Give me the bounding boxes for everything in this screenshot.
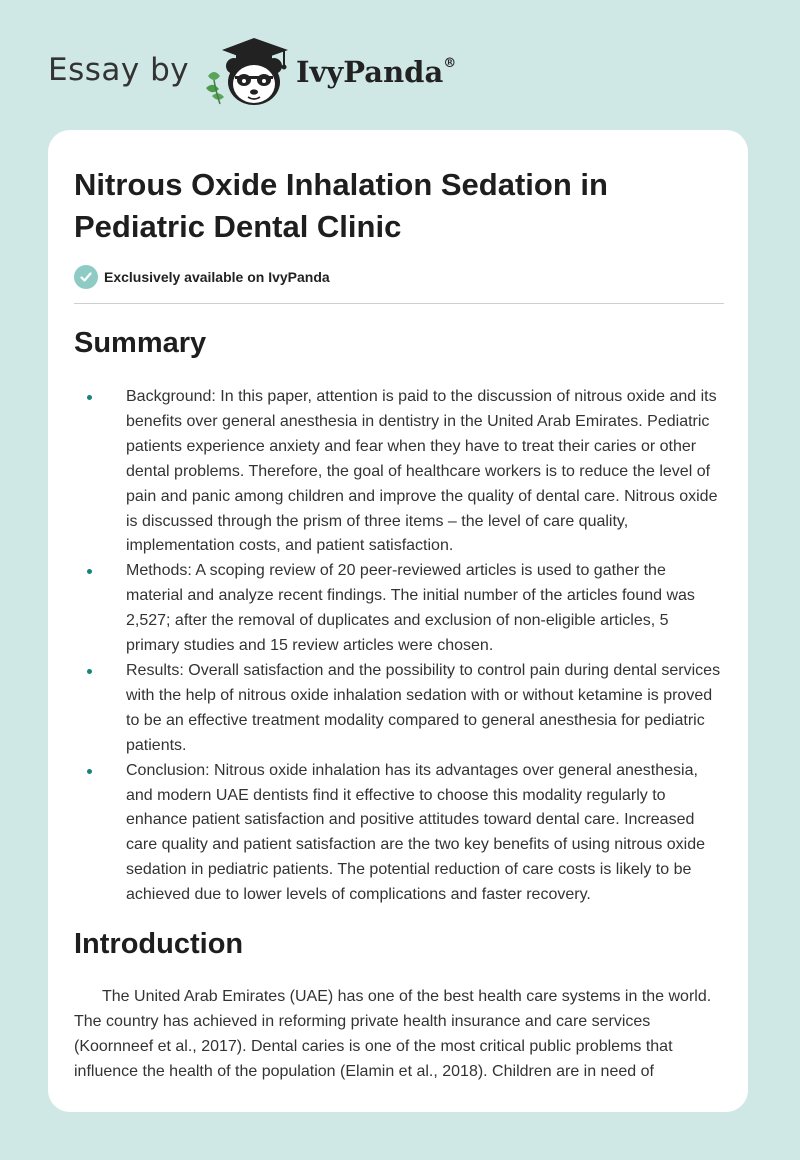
check-icon [74, 265, 98, 289]
article-card [48, 130, 748, 1112]
brand-prefix: Essay by [48, 52, 190, 88]
summary-list [74, 385, 724, 908]
divider [74, 303, 724, 304]
introduction-paragraph: The United Arab Emirates (UAE) has one of the best health care systems in the world. The country has achieved in reforming private health insurance and care services (Koornneef et al., 2017). Dental caries is one of the most critical public problems that influence the health of the population (Elamin et al., 2018). Children are in need of [74, 988, 712, 1080]
summary-item-results: Results: Overall satisfaction and the possibility to control pain during dental services with the help of nitrous oxide inhalation sedation with or without ketamine is proved to be an effective treatment modality compared to general anesthesia for pediatric patients. [74, 659, 724, 759]
bullet-icon [87, 569, 92, 574]
bullet-icon [87, 395, 92, 400]
brand-name[interactable]: IvyPanda® [296, 55, 457, 89]
article-title: Nitrous Oxide Inhalation Sedation in Pediatric Dental Clinic [74, 167, 608, 244]
panda-logo-icon[interactable] [200, 36, 292, 108]
summary-heading: Summary [74, 327, 207, 359]
introduction-heading: Introduction [74, 928, 244, 960]
summary-item-background: Background: In this paper, attention is paid to the discussion of nitrous oxide and its benefits over general anesthesia in dentistry in the United Arab Emirates. Pediatric patients experience anxiety and fear when they have to treat their caries or other dental problems. Therefore, the goal of healthcare workers is to reduce the level of pain and panic among children and improve the quality of dental care. Nitrous oxide is discussed through the prism of three items – the level of care quality, implementation costs, and patient satisfaction. [74, 385, 724, 559]
summary-item-conclusion: Conclusion: Nitrous oxide inhalation has its advantages over general anesthesia, and modern UAE dentists find it effective to choose this modality regularly to enhance patient satisfaction and positive attitudes toward dental care. Increased care quality and patient satisfaction are the two key benefits of using nitrous oxide sedation in pediatric patients. The potential reduction of care costs is likely to be achieved due to lower levels of complications and faster recovery. [74, 759, 724, 908]
bullet-icon [87, 669, 92, 674]
exclusive-label: Exclusively available on IvyPanda [104, 269, 330, 285]
summary-item-methods: Methods: A scoping review of 20 peer-reviewed articles is used to gather the material and analyze recent findings. The initial number of the articles found was 2,527; after the removal of duplicates and exclusion of non-eligible articles, 5 primary studies and 15 review articles were chosen. [74, 559, 724, 659]
exclusive-badge [74, 264, 330, 290]
bullet-icon [87, 769, 92, 774]
site-header [0, 0, 800, 120]
